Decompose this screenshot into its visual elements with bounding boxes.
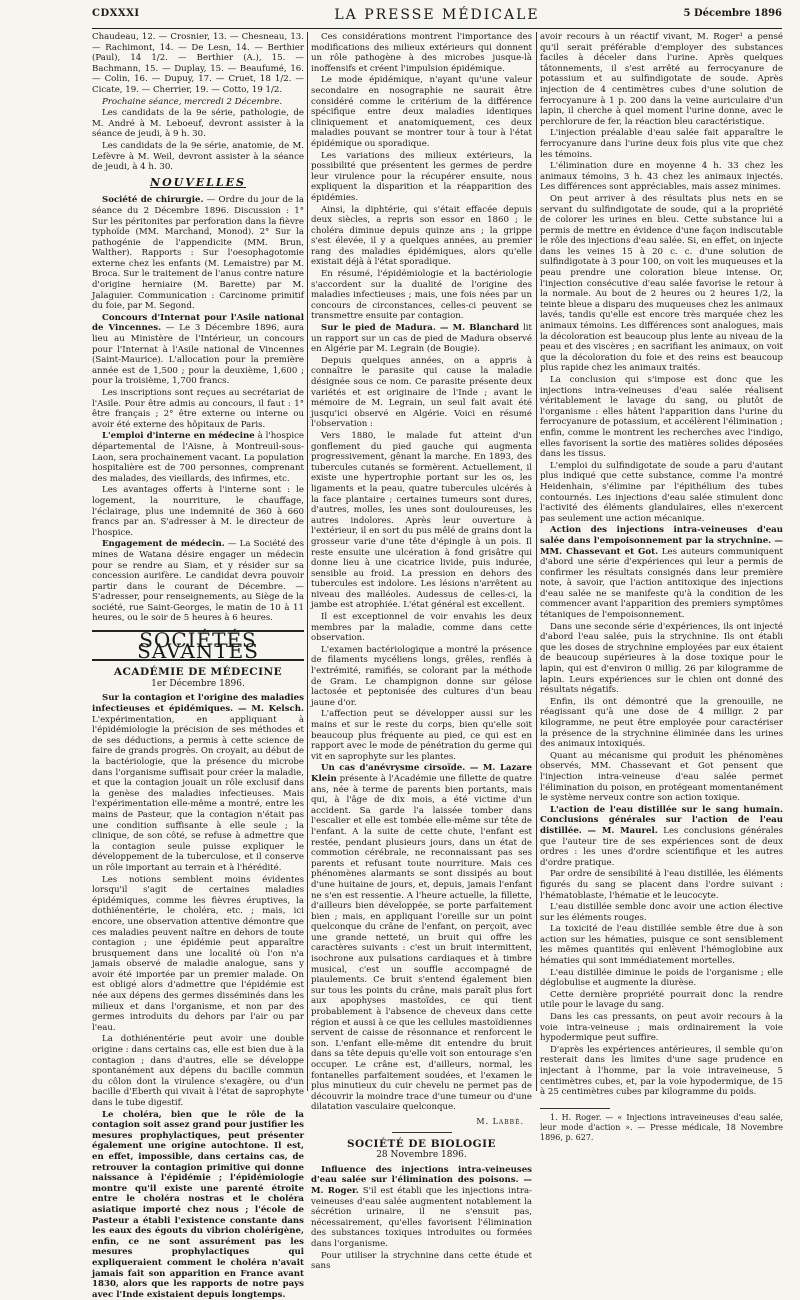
article-paragraph: Le choléra, bien que le rôle de la contagion soit assez grand pour justifier les mesures prophylactiques, peut présenter également une origine autochtone. Il est, en effet, impossible, dans certains cas, de retrouver la contagion primitive qui donne naissance à l'épidémie ; l'épidémiologie montre qu'il existe une parenté étroite entre le choléra nostras et le choléra asiatique importé chez nous ; l'école de Pasteur a établi l'existence constante dans les eaux des égouts du vibrion cholérigène, enfin, ce ne sont assurément pas les mesures prophylactiques qui expliqueraient comment le choléra n'avait jamais fait son apparition en France avant 1830, alors que les rapports de notre pays avec l'Inde existaient depuis longtemps. <box>92 1109 304 1300</box>
article-paragraph: Pour utiliser la strychnine dans cette étude et sans <box>311 1250 532 1272</box>
news-item: L'emploi d'interne en médecine à l'hospice départemental de l'Aisne, à Montreuil-sous-Laon, sera prochainement vacant. La population hospitalière est de 700 personnes, comprenant des malades, des vieillards, des infirmes, etc. <box>92 431 305 484</box>
article-paragraph: La dothiénentérie peut avoir une double origine : dans certains cas, elle est bien due à la contagion ; dans d'autres, elle se développe spontanément aux dépens du bacille commun du côlon dont la virulence s'exagère, ou d'un bacille d'Eberth qui vivait à l'état de saprophyte dans le tube digestif. <box>92 1034 304 1108</box>
article-paragraph: Quant au mécanisme qui produit les phénomènes observés, MM. Chassevant et Got pensent que l'injection intra-veineuse d'eau salée permet l'élimination du poison, en protégeant momentanément le système nerveux contre son action toxique. <box>540 750 783 804</box>
article-paragraph: L'examen bactériologique a montré la présence de filaments mycéliens longs, grêles, renflés à l'extrémité, ramifiés, se colorant par la méthode de Gram. Le champignon donne sur gélose lactosée et peptonisée des cultures d'un beau jaune d'or. <box>311 644 532 708</box>
article-paragraph: L'eau distillée diminue le poids de l'organisme ; elle déglobulise et augmente la diurèse. <box>540 967 783 989</box>
author-signature: M. Labbé. <box>476 1116 524 1126</box>
column-divider <box>536 32 537 1091</box>
article-paragraph: Dans les cas pressants, on peut avoir recours à la voie intra-veineuse ; mais ordinairement la voie hypodermique peut suffire. <box>540 1012 783 1044</box>
article-paragraph: avoir recours à un réactif vivant, M. Roger¹ a pensé qu'il serait préférable d'employer des substances faciles à déceler dans l'urine. Après quelques tâtonnements, il s'est arrêté au ferrocyanure de potassium et au sulfindigotate de soude. Après injection de 4 centimètres cubes d'une solution de ferrocyanure à 1 p. 200 dans la veine auriculaire d'un lapin, il cherche à quel moment l'urine donne, avec le perchlorure de fer, la réaction bleu caractéristique. <box>540 32 783 127</box>
news-item: Concours d'Internat pour l'Asile national de Vincennes. — Le 3 Décembre 1896, aura lieu au Ministère de l'Intérieur, un concours pour l'Internat à l'Asile national de Vincennes (Saint-Maurice). L'allocation pour la première année est de 1,500 ; pour la deuxième, 1,600 ; pour la troisième, 1,700 francs. <box>92 312 304 387</box>
academie-heading: ACADÉMIE DE MÉDECINE <box>113 666 283 679</box>
article-paragraph: La toxicité de l'eau distillée semble être due à son action sur les hématies, puisque ce sont sensiblement les mêmes quantités qui enlèvent l'hémoglobine aux hématies qui sont immédiatement mortelles. <box>540 924 783 967</box>
biologie-date: 28 Novembre 1896. <box>376 1150 467 1161</box>
footnote: 1. H. Roger. — « Injections intraveineuses d'eau salée, leur mode d'action ». — Presse médicale, 18 Novembre 1896, p. 627. <box>540 1112 783 1142</box>
column-3 <box>540 32 783 1142</box>
article-paragraph: En résumé, l'épidémiologie et la bactériologie s'accordent sur la dualité de l'origine des maladies infectieuses ; mais, une fois nées par un concours de circonstances, celles-ci peuvent se transmettre ensuite par contagion. <box>311 269 532 322</box>
article-paragraph: Depuis quelques années, on a appris à connaître le parasite qui cause la maladie désignée sous ce nom. Ce parasite présente deux variétés et est originaire de l'Inde ; avant le mémoire de M. Legrain, un seul fait avait été jusqu'ici observé en Algérie. Voici en résumé l'observation : <box>311 355 532 430</box>
section-rule <box>392 1132 452 1133</box>
footnote-rule <box>540 1108 610 1109</box>
page-header <box>92 8 782 30</box>
column-2 <box>311 32 533 1272</box>
article-paragraph: L'eau distillée semble donc avoir une action élective sur les éléments rouges. <box>540 902 783 923</box>
article-paragraph: Vers 1880, le malade fut atteint d'un gonflement du pied gauche qui augmenta progressivement, gênant la marche. En 1893, des tubercules cutanés se formèrent. Actuellement, il existe une hypertrophie portant sur les os, les ligaments et la peau, quatre tubercules ulcérés à la face plantaire ; certaines tumeurs sont dures, d'autres, molles, les unes sont douloureuses, les autres indolores. Après leur ouverture à l'extérieur, il en sort du pus mêlé de grains dont la grosseur varie d'une tête d'épingle à un pois. Il reste ensuite une ulcération à fond grisâtre qui donne lieu à une cicatrice livide, puis indurée, sensible au froid. La pression en dehors des tubercules est indolore. Les lésions n'arrêtent au niveau des malléoles. Audessus de celles-ci, la jambe est atrophiée. L'état général est excellent. <box>311 430 532 611</box>
article-paragraph: Les notions semblent moins évidentes lorsqu'il s'agit de certaines maladies épidémiques, comme les fièvres éruptives, la dothiénentérie, le choléra, etc. ; mais, ici encore, une observation attentive démontre que ces maladies peuvent naître en dehors de toute contagion ; une épidémie peut apparaître brusquement dans une localité où l'on n'a jamais observé de maladie analogue, sans y avoir été importée par un premier malade. On est obligé alors d'admettre que l'épidémie est née aux dépens des germes disséminés dans les milieux et dans l'organisme, et non par des germes introduits du dehors par l'air ou par l'eau. <box>92 874 304 1033</box>
article-paragraph: Cette dernière propriété pourrait donc la rendre utile pour le lavage du sang. <box>540 989 783 1011</box>
news-item: Engagement de médecin. — La Société des mines de Watana désire engager un médecin pour se rendre au Siam, et y résider sur sa concession aurifère. Le candidat devra pouvoir partir dans le courant de Décembre. — S'adresser, pour renseignements, au Siège de la société, rue Saint-Georges, le matin de 10 à 11 heures, ou le soir de 5 heures à 6 heures. <box>92 539 304 624</box>
news-item: Les inscriptions sont reçues au secrétariat de l'Asile. Pour être admis au concours, il faut : 1° être français ; 2° être externe ou interne ou avoir été externe des hôpitaux de Paris. <box>92 388 304 430</box>
issue-date: 5 Décembre 1896 <box>683 8 782 19</box>
candidates-note: Les candidats de la 9e série, anatomie, de M. Lefèvre à M. Weil, devront assister à la séance de jeudi, à 4 h. 30. <box>92 140 304 173</box>
article-paragraph: L'action de l'eau distillée sur le sang humain. Conclusions générales sur l'action de l'eau distillée. — M. Maurel. Les conclusions générales que l'auteur tire de ses expériences sont de deux ordres : les unes d'ordre scientifique et les autres d'ordre pratique. <box>540 804 783 868</box>
page-number: CDXXXI <box>92 8 140 19</box>
article-paragraph: L'emploi du sulfindigotate de soude a paru d'autant plus indiqué que cette substance, comme l'a montré Heidenhain, s'élimine par l'épithélium des tubes contournés. Les injections d'eau salée stimulent donc l'activité des éléments glandulaires, elles n'exercent pas seulement une action mécanique. <box>540 460 783 524</box>
biologie-heading: SOCIÉTÉ DE BIOLOGIE <box>346 1137 497 1150</box>
article-paragraph: On peut arriver à des résultats plus nets en se servant du sulfindigotate de soude, qui a la propriété de colorer les urines en bleu. Cette substance lui a permis de mettre en évidence d'une façon indiscutable le rôle des injections d'eau salée. Si, en effet, on injecte dans les veines 15 à 20 c. c. d'une solution de sulfindigotate à 3 pour 100, on voit les muqueuses et la peau prendre une coloration bleue intense. Or, l'injection consécutive d'eau salée favorise le retour à la normale. Au bout de 2 heures ou 2 heures 1/2, la teinte bleue a disparu des muqueuses chez les animaux lavés, tandis qu'elle est encore très marquée chez les animaux témoins. Les différences sont analogues, mais la décoloration est beaucoup plus lente au niveau de la peau et des viscères ; en sacrifiant les animaux, on voit que la décoloration du foie et des reins est beaucoup plus rapide chez les animaux traités. <box>540 193 783 374</box>
societes-heading: SOCIÉTÉS SAVANTES <box>92 630 304 661</box>
article-paragraph: Un cas d'anévrysme cirsoïde. — M. Lazare Klein présente à l'Académie une fillette de quatre ans, née à terme de parents bien portants, mais qui, à l'âge de dix mois, a été victime d'un accident. Sa garde l'a laissée tomber dans l'escalier et elle est tombée elle-même sur tête de l'enfant. A la suite de cette chute, l'enfant est restée, pendant plusieurs jours, dans un état de commotion cérébrale, ne reconnaissant pas ses parents et refusant toute nourriture. Mais ces phénomènes alarmants se sont dissipés au bout d'une huitaine de jours, et, depuis, jamais l'enfant ne s'en est ressentie. A l'heure actuelle, la fillette, d'ailleurs bien développée, se porte parfaitement bien ; mais, en appliquant l'oreille sur un point quelconque du crâne de l'enfant, on perçoit, avec une grande netteté, un bruit qui offre les caractères suivants : c'est un bruit intermittent, isochrone aux pulsations cardiaques et à timbre musical, c'est un souffle accompagné de piaulements. Ce bruit s'entend également bien sur tous les points du crâne, mais paraît plus fort aux apophyses mastoïdes, ce qui tient probablement à l'absence de cheveux dans cette région et aussi à ce que les cellules mastoïdiennes servent de caisse de résonnance et renforcent le son. L'enfant elle-même dit entendre du bruit dans sa tête depuis qu'elle voit son entourage s'en occuper. Le crâne est, d'ailleurs, normal, les fontanelles parfaitement soudées, et l'examen le plus minutieux du cuir chevelu ne permet pas de découvrir la moindre trace d'une tumeur ou d'une dilatation vasculaire quelconque. <box>311 763 532 1113</box>
exam-results: Chaudeau, 12. — Crosnier, 13. — Chesneau, 13. — Rachimont, 14. — De Lesn, 14. — Berthier (Paul), 14 1/2. — Berthier (A.), 15. — Bachmann, 15. — Duplay, 15. — Beaufumé, 16. — Colin, 16. — Dupuy, 17. — Cruet, 18 1/2. — Cicate, 19. — Cherrier, 19. — Cotto, 19 1/2. <box>92 32 304 95</box>
article-paragraph: Les variations des milieux extérieurs, la possibilité que présentent les germes de perdre leur virulence pour la récupérer ensuite, nous expliquent la disparition et la réapparition des épidémies. <box>311 150 532 203</box>
header-rule <box>92 28 782 29</box>
news-item: Société de chirurgie. — Ordre du jour de la séance du 2 Décembre 1896. Discussion : 1° Sur les péritonites par perforation dans la fièvre typhoïde (MM. Marchand, Monod). 2° Sur la pathogénie de l'appendicite (MM. Brun, Walther). Rapports : Sur l'oesophagotomie externe chez les enfants (M. Lemaistre) par M. Broca. Sur le traitement de l'anus contre nature d'origine herniaire (M. Barette) par M. Jalaguier. Communication : Carcinome primitif du foie, par M. Segond. <box>92 195 304 312</box>
article-paragraph: Influence des injections intra-veineuses d'eau salée sur l'élimination des poisons. — M. Roger. S'il est établi que les injections intra-veineuses d'eau salée augmentent notablement la sécrétion urinaire, il ne s'ensuit pas, nécessairement, qu'elles favorisent l'élimination des substances toxiques introduites ou formées dans l'organisme. <box>311 1164 533 1249</box>
article-paragraph: Enfin, ils ont démontré que la grenouille, ne réagissant qu'à une dose de 4 milligr. 2 par kilogramme, ne peut être employée pour caractériser la présence de la strychnine éliminée dans les urines des animaux intoxiqués. <box>540 696 783 750</box>
next-session: Prochaine séance, mercredi 2 Décembre. <box>102 96 283 107</box>
article-paragraph: Ainsi, la diphtérie, qui s'était effacée depuis deux siècles, a repris son essor en 1860 ; le choléra diminue depuis quinze ans ; la grippe s'est élevée, il y a quelques années, au premier rang des maladies épidémiques, alors qu'elle existait déjà à l'état sporadique. <box>311 204 532 268</box>
article-paragraph: Le mode épidémique, n'ayant qu'une valeur secondaire en nosographie ne saurait être considéré comme le critérium de la différence spécifique entre deux maladies identiques cliniquement et anatomiquement, ces deux maladies pouvant se montrer tour à tour à l'état épidémique ou sporadique. <box>311 75 532 149</box>
column-1 <box>92 32 305 1300</box>
article-paragraph: Il est exceptionnel de voir envahis les deux membres par la maladie, comme dans cette observation. <box>311 612 532 644</box>
article-paragraph: L'affection peut se développer aussi sur les mains et sur le reste du corps, bien qu'elle soit beaucoup plus fréquente au pied, ce qui est en rapport avec le mode de pénétration du germe qui vit en saprophyte sur les plantes. <box>311 709 532 762</box>
article-paragraph: La conclusion qui s'impose est donc que les injections intra-veineuses d'eau salée réalisent véritablement le lavage du sang, ou plutôt de l'organisme : elles hâtent l'apparition dans l'urine du ferrocyanure de potassium, et accélèrent l'élimination ; enfin, comme le montrent les recherches avec l'indigo, elles favorisent la sortie des matières solides déposées dans les tissus. <box>540 375 783 460</box>
article-paragraph: Sur la contagion et l'origine des maladies infectieuses et épidémiques. — M. Kelsch. L'expérimentation, en appliquant à l'épidémiologie la précision de ses méthodes et de ses déductions, a permis à cette science de faire de grands progrès. On croyait, au début de la bactériologie, que la présence du microbe dans l'organisme suffisait pour créer la maladie, et que la contagion jouait un rôle exclusif dans la genèse des maladies infectieuses. Mais l'expérimentation elle-même a montré, entre les mains de Pasteur, que la contagion n'était pas une condition suffisante à elle seule ; la clinique, de son côté, se refuse à admettre que la contagion seule puisse expliquer le développement de la tuberculose, et il conserve un rôle important au terrain et à l'hérédité. <box>92 693 304 873</box>
news-item: Les avantages offerts à l'interne sont : le logement, la nourriture, le chauffage, l'éclairage, plus une indemnité de 360 à 660 francs par an. S'adresser à M. le directeur de l'hospice. <box>92 485 304 538</box>
journal-title: LA PRESSE MÉDICALE <box>334 7 540 23</box>
article-paragraph: Action des injections intra-veineuses d'eau salée dans l'empoisonnement par la strychnine. — MM. Chassevant et Got. Les auteurs communiquent d'abord une série d'expériences qui leur a permis de confirmer les résultats consignés dans leur première note, à savoir, que l'action antitoxique des injections d'eau salée ne se manifeste qu'à la condition de les commencer avant l'apparition des premiers symptômes tétaniques de l'empoisonnement. <box>540 525 783 621</box>
candidates-note: Les candidats de la 9e série, pathologie, de M. André à M. Leboeuf, devront assister à la séance de jeudi, à 9 h. 30. <box>92 108 304 140</box>
column-divider <box>307 32 308 1091</box>
article-paragraph: Ces considérations montrent l'importance des modifications des milieux extérieurs qui donnent un rôle pathogène à des microbes jusque-là inoffensifs et créent l'impulsion épidémique. <box>311 32 532 74</box>
article-paragraph: Par ordre de sensibilité à l'eau distillée, les éléments figurés du sang se placent dans l'ordre suivant : l'hématoblaste, l'hématie et le leucocyte. <box>540 869 783 901</box>
article-paragraph: L'élimination dure en moyenne 4 h. 33 chez les animaux témoins, 3 h. 43 chez les animaux injectés. Les différences sont appréciables, mais assez minimes. <box>540 161 783 193</box>
article-paragraph: L'injection préalable d'eau salée fait apparaître le ferrocyanure dans l'urine deux fois plus vite que chez les témoins. <box>540 128 783 160</box>
article-paragraph: Sur le pied de Madura. — M. Blanchard lit un rapport sur un cas de pied de Madura observé en Algérie par M. Legrain (de Bougie). <box>311 323 532 355</box>
academie-date: 1er Décembre 1896. <box>151 678 245 689</box>
nouvelles-heading: NOUVELLES <box>150 175 246 189</box>
article-paragraph: Dans une seconde série d'expériences, ils ont injecté d'abord l'eau salée, puis la strychnine. Ils ont établi que les doses de strychnine employées par eux étaient de beaucoup supérieures à la dose toxique pour le lapin, qui est d'environ 0 millig. 26 par kilogramme de lapin. Leurs expériences sur le chien ont donné des résultats négatifs. <box>540 621 783 696</box>
article-paragraph: D'après les expériences antérieures, il semble qu'on resterait dans les limites d'une sage prudence en injectant à l'homme, par la voie intraveineuse, 5 centimètres cubes, et, par la voie hypodermique, de 15 à 25 centimètres cubes par kilogramme du poids. <box>540 1044 783 1098</box>
